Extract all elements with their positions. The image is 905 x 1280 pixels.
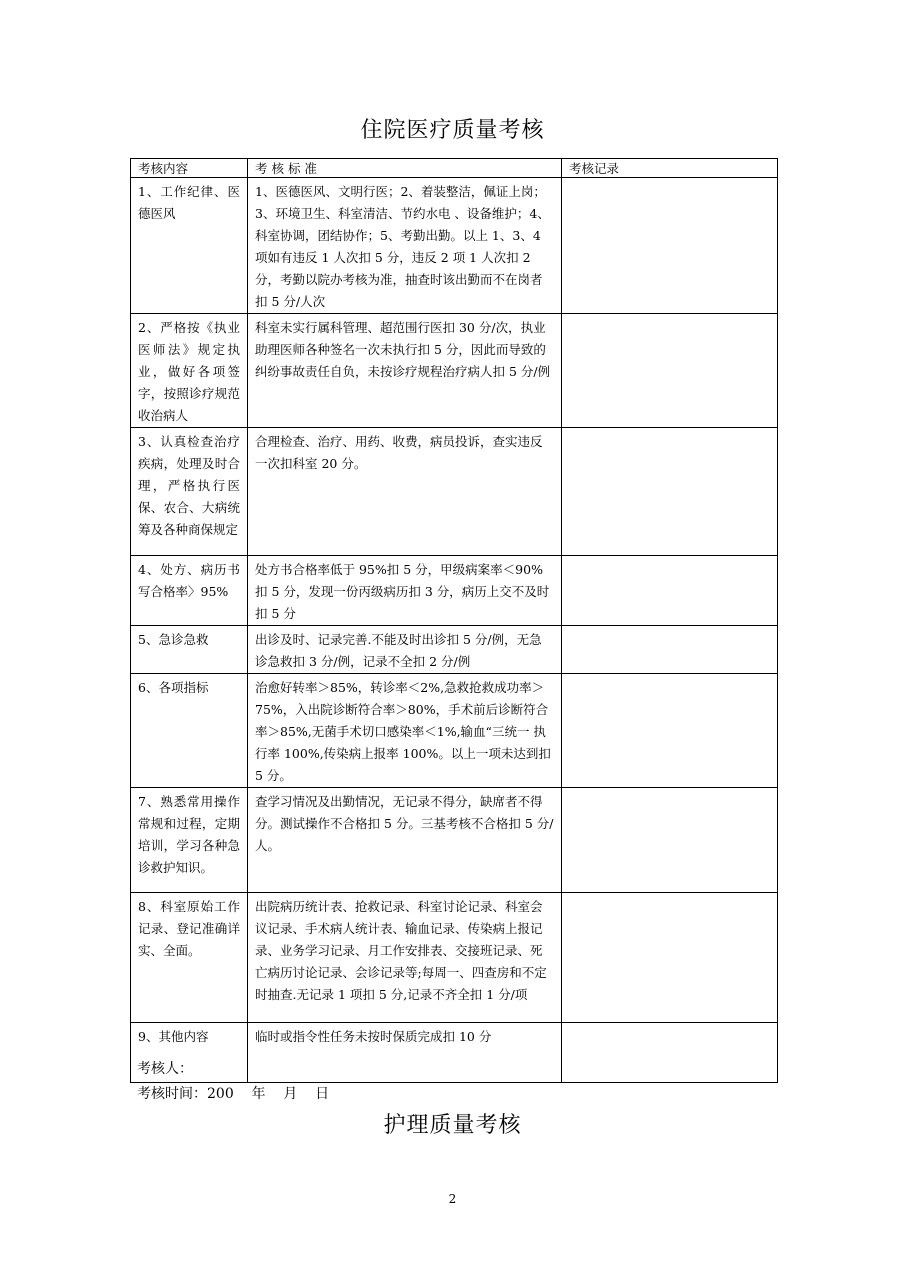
row-item: 4、处方、病历书写合格率〉95% xyxy=(131,556,248,626)
row-standard: 科室未实行属科管理、超范围行医扣 30 分/次，执业助理医师各种签名一次未执行扣 5 分，因此而导致的纠纷事故责任自负，未按诊疗规程治疗病人扣 5 分/例 xyxy=(248,314,562,428)
row-record xyxy=(562,1023,778,1083)
row-standard: 出院病历统计表、抢救记录、科室讨论记录、科室会议记录、手术病人统计表、输血记录、传染病上报记录、业务学习记录、月工作安排表、交接班记录、死亡病历讨论记录、会诊记录等;每周一、四查房和不定时抽查.无记录 1 项扣 5 分,记录不齐全扣 1 分/项 xyxy=(248,893,562,1023)
header-record: 考核记录 xyxy=(562,159,778,178)
assessment-date-line: 考核时间：200 年 月 日 xyxy=(137,1086,330,1102)
row-item: 3、认真检查治疗疾病，处理及时合理，严格执行医保、农合、大病统筹及各种商保规定 xyxy=(131,428,248,556)
row-record xyxy=(562,788,778,893)
header-standard: 考 核 标 准 xyxy=(248,159,562,178)
page-number: 2 xyxy=(448,1192,457,1206)
table-row xyxy=(131,674,778,788)
row-item: 6、各项指标 xyxy=(131,674,248,788)
row-standard: 1、医德医风、文明行医；2、着装整洁，佩证上岗；3、环境卫生、科室清洁、节约水电 、设备维护；4、科室协调，团结协作；5、考勤出勤。以上 1、3、4 项如有违反 1 人次扣 5 分，违反 2 项 1 人次扣 2 分，考勤以院办考核为准，抽查时该出勤而不在岗者扣 5 分/人次 xyxy=(248,178,562,314)
row-standard: 合理检查、治疗、用药、收费，病员投诉，查实违反一次扣科室 20 分。 xyxy=(248,428,562,556)
row-item: 1、工作纪律、医德医风 xyxy=(131,178,248,314)
assessor-label: 考核人： xyxy=(137,1061,193,1077)
table-header-row xyxy=(131,159,778,178)
header-content: 考核内容 xyxy=(131,159,248,178)
table-row xyxy=(131,428,778,556)
row-standard: 查学习情况及出勤情况，无记录不得分，缺席者不得分。测试操作不合格扣 5 分。三基考核不合格扣 5 分/人。 xyxy=(248,788,562,893)
assessment-table xyxy=(130,158,778,1083)
table-row xyxy=(131,788,778,893)
row-item: 2、严格按《执业医师法》规定执业，做好各项签字，按照诊疗规范收治病人 xyxy=(131,314,248,428)
row-item: 7、熟悉常用操作常规和过程，定期培训，学习各种急诊救护知识。 xyxy=(131,788,248,893)
page-title: 住院医疗质量考核 xyxy=(360,118,545,143)
row-record xyxy=(562,178,778,314)
row-item: 8、科室原始工作记录、登记准确详实、全面。 xyxy=(131,893,248,1023)
row-standard: 治愈好转率＞85%，转诊率＜2%,急救抢救成功率＞75%，入出院诊断符合率＞80%，手术前后诊断符合率＞85%,无菌手术切口感染率＜1%,输血“三统一 执行率 100%,传染病上报率 100%。以上一项未达到扣 5 分。 xyxy=(248,674,562,788)
row-item: 5、急诊急救 xyxy=(131,626,248,674)
table-row xyxy=(131,314,778,428)
table-row xyxy=(131,893,778,1023)
row-record xyxy=(562,428,778,556)
row-item: 9、其他内容 xyxy=(131,1023,248,1083)
row-record xyxy=(562,556,778,626)
next-section-title: 护理质量考核 xyxy=(383,1113,522,1138)
table-row xyxy=(131,556,778,626)
table-row xyxy=(131,626,778,674)
row-record xyxy=(562,674,778,788)
table-row xyxy=(131,1023,778,1083)
row-standard: 临时或指令性任务未按时保质完成扣 10 分 xyxy=(248,1023,562,1083)
row-record xyxy=(562,314,778,428)
row-record xyxy=(562,893,778,1023)
row-standard: 处方书合格率低于 95%扣 5 分，甲级病案率＜90%扣 5 分，发现一份丙级病历扣 3 分，病历上交不及时扣 5 分 xyxy=(248,556,562,626)
row-record xyxy=(562,626,778,674)
table-row xyxy=(131,178,778,314)
row-standard: 出诊及时、记录完善.不能及时出诊扣 5 分/例，无急诊急救扣 3 分/例，记录不全扣 2 分/例 xyxy=(248,626,562,674)
